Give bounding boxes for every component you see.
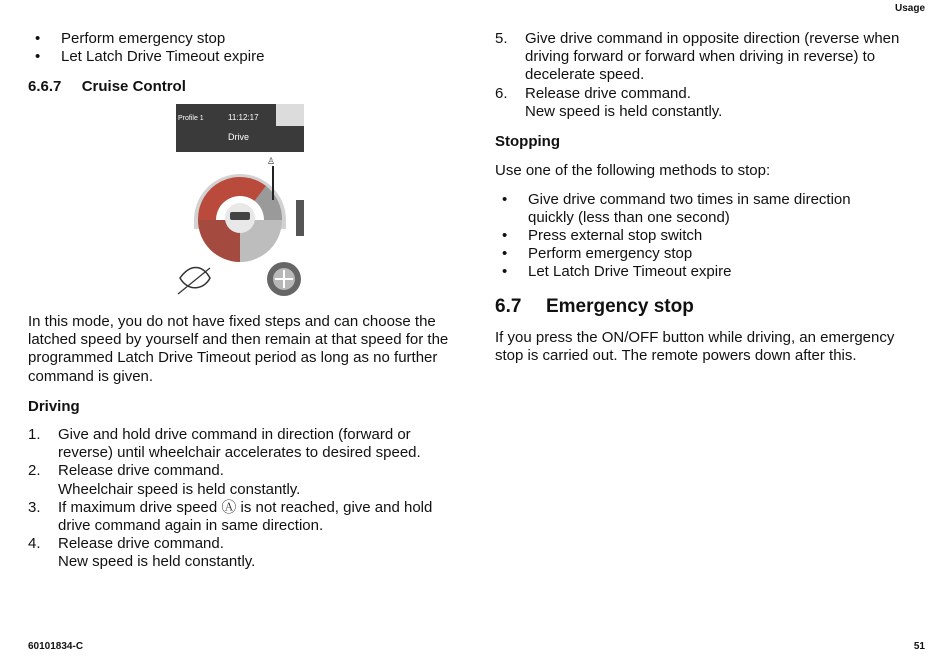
- list-item: • Let Latch Drive Timeout expire: [28, 48, 448, 66]
- cruise-control-screen-illustration: [176, 104, 304, 298]
- section-number: 6.6.7: [28, 78, 62, 95]
- step-number: 5.: [495, 30, 508, 47]
- step-text: Release drive command.: [58, 462, 224, 480]
- step-text: Give drive command in opposite direction (reverse when driving forward or forward when driving in reverse) to decelerate speed.: [525, 30, 900, 84]
- step-item: [28, 499, 440, 535]
- list-item: • Perform emergency stop: [28, 30, 448, 48]
- step-result: Wheelchair speed is held constantly.: [58, 480, 301, 498]
- section-heading-emergency-stop: [495, 296, 694, 318]
- list-item: • Press external stop switch: [495, 227, 890, 245]
- step-item: [28, 426, 440, 462]
- section-title: Emergency stop: [545, 296, 694, 317]
- step-text: Release drive command.: [58, 535, 224, 553]
- step-text: If maximum drive speed Ⓐ is not reached, give and hold drive command again in same direction.: [58, 498, 433, 535]
- running-header: Usage: [894, 3, 925, 14]
- screen-time: 11:12:17: [228, 113, 259, 122]
- page-number: 51: [913, 641, 925, 652]
- screen-profile-label: Profile 1: [178, 115, 204, 122]
- driving-steps-continued: [495, 30, 919, 121]
- step-number: 2.: [28, 462, 41, 480]
- step-result: New speed is held constantly.: [525, 102, 723, 120]
- section-title: Cruise Control: [81, 78, 186, 95]
- stopping-heading: Stopping: [495, 133, 560, 150]
- step-item: [28, 462, 440, 498]
- driving-steps: [28, 426, 440, 572]
- section-heading-cruise-control: [28, 78, 186, 95]
- step-text: Release drive command.: [525, 84, 691, 102]
- step-number: 6.: [495, 84, 508, 102]
- top-bullet-list: [28, 30, 448, 66]
- step-item: [495, 30, 919, 85]
- step-text: Give and hold drive command in direction (forward or reverse) until wheelchair accelerates to desired speed.: [58, 426, 421, 462]
- list-item: • Let Latch Drive Timeout expire: [495, 263, 890, 281]
- list-item: • Perform emergency stop: [495, 245, 890, 263]
- step-result: New speed is held constantly.: [58, 553, 256, 571]
- emergency-stop-text: If you press the ON/OFF button while driving, an emergency stop is carried out. The remote powers down after this.: [495, 329, 895, 365]
- step-number: 3.: [28, 498, 41, 516]
- cruise-control-intro: In this mode, you do not have fixed steps and can choose the latched speed by yourself and then remain at that speed for the programmed Latch Drive Timeout period as long as no further command is given.: [28, 313, 449, 385]
- step-item: [28, 535, 440, 571]
- stopping-intro: Use one of the following methods to stop:: [495, 162, 771, 179]
- document-id: 60101834-C: [28, 641, 84, 652]
- screen-mode-label: Drive: [228, 132, 250, 142]
- step-number: 1.: [28, 426, 41, 443]
- list-item: • Give drive command two times in same direction quickly (less than one second): [495, 191, 890, 227]
- svg-text:♙: ♙: [267, 156, 276, 166]
- screen-graphic: [176, 104, 304, 298]
- step-number: 4.: [28, 535, 41, 553]
- stop-methods-list: [495, 191, 890, 281]
- section-number: 6.7: [495, 296, 522, 317]
- driving-heading: Driving: [28, 398, 80, 415]
- step-item: [495, 85, 919, 121]
